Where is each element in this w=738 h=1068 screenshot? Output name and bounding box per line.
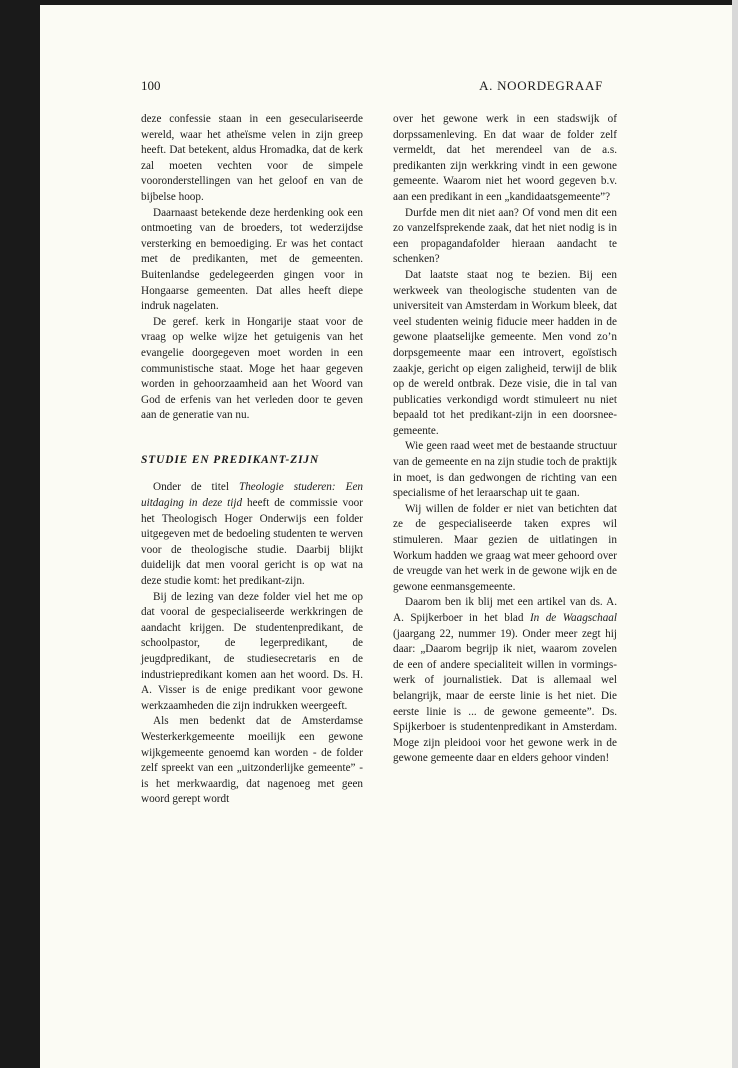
left-paragraph-6: Als men bedenkt dat de Amsterdamse Westerkerkgemeente moeilijk een gewone wijkgemeente genoemd kan worden - de folder zelf spreekt van een „uitzonderlijke gemeente” - is het merkwaardig, dat nagenoeg met geen woord gerept wordt (141, 715, 363, 806)
p4-text-before: Onder de titel (153, 481, 239, 494)
folder-title: Theologie studeren: Een uitdaging in deze tijd (141, 481, 363, 510)
p6-text-before: Daarom ben ik blij met een artikel van ds. A. A. Spijkerboer in het blad (393, 596, 617, 624)
right-paragraph-3: Dat laatste staat nog te bezien. Bij een werkweek van theologische studenten van de universiteit van Amsterdam in Workum bleek, dat veel studenten weinig fiducie meer hadden in de gewone plaatselijke gemeente. Men vond zo’n dorpsgemeente maar een introvert, egoïstisch zaakje, gericht op eigen zaligheid, terwijl de blik op de wereld ontbrak. Deze visie, die in tal van publicaties verkondigd wordt stimuleert nu niet bepaald tot het predikant-zijn in een doorsnee-gemeente. (393, 268, 617, 437)
right-paragraph-5: Wij willen de folder er niet van betichten dat ze de gespecialiseerde taken expres wil stimuleren. Maar gezien de uitlatingen in Workum hadden we graag wat meer gehoord over de vreugde van het werk in de gewone wijk en de gewone eenmansgemeente. (393, 502, 617, 593)
p4-text-after: heeft de commissie voor het Theologisch Hoger Onderwijs een folder uitgegeven met de bedoeling studenten te werven voor de theologische studie. Daarbij blijkt duidelijk dat men vooral gericht is op wat na deze studie komt: het predikant-zijn. (141, 497, 364, 588)
right-paragraph-2: Durfde men dit niet aan? Of vond men dit een zo vanzelfsprekende zaak, dat het niet nodig is in een propagandafolder hieraan aandacht te schenken? (393, 206, 617, 266)
right-paragraph-4: Wie geen raad weet met de bestaande structuur van de gemeente en na zijn studie toch de praktijk in moet, is dan gedwongen de richting van een specialisme of het leraarschap uit te gaan. (393, 440, 617, 500)
right-paragraph-1: over het gewone werk in een stadswijk of dorpssamenleving. En dat waar de folder zelf vermeldt, dat het merendeel van de a.s. predikanten zijn werkkring vindt in een gewone gemeente. Waarom niet het woord gegeven b.v. aan een predikant in een „kandidaatsgemeente”? (393, 113, 617, 203)
scan-border-left (0, 0, 40, 1068)
left-paragraph-3: De geref. kerk in Hongarije staat voor de vraag op welke wijze het getuigenis van het evangelie doorgegeven moet worden in een communistische staat. Moge het haar gegeven worden in gehoorzaamheid aan het Woord van God de erfenis van het verleden door te geven aan de generatie van nu. (141, 315, 363, 422)
p6-text-after: (jaargang 22, nummer 19). Onder meer zegt hij daar: „Daarom begrijp ik niet, waarom zovelen de een of andere specialiteit willen in vormingswerk of journalistiek. Dat is allemaal wel belangrijk, maar de eerste linie is het niet. Die eerste linie is ... de gewone gemeente”. Ds. Spijkerboer is studentenpredikant in Amsterdam. Moge zijn pleidooi voor het gewone werk in de gewone gemeente daar en elders gehoor vinden! (393, 627, 617, 765)
right-column (393, 112, 617, 767)
page-number: 100 (141, 78, 161, 93)
section-heading: STUDIE EN PREDIKANT-ZIJN (141, 453, 320, 466)
left-column (141, 112, 363, 808)
journal-title: In de Waagschaal (529, 612, 617, 624)
right-paragraph-6 (393, 595, 617, 767)
left-paragraph-1: deze confessie staan in een geseculariseerde wereld, waar het atheïsme velen in zijn greep heeft. Dat betekent, aldus Hromadka, dat de kerk zal moeten vechten voor de simpele vooronderstellingen van het geloof en van de bijbelse hoop. (141, 113, 363, 203)
running-head-author: A. NOORDEGRAAF (479, 78, 603, 93)
left-paragraph-5: Bij de lezing van deze folder viel het me op dat vooral de gespecialiseerde werkkringen de aandacht krijgen. De studentenpredikant, de schoolpastor, de legerpredikant, de jeugdpredikant, de studiesecretaris en de industriepredikant komen aan het woord. Ds. H. A. Visser is de enige predikant voor gewone werkzaamheden die zijn indrukken weergeeft. (141, 590, 363, 712)
left-paragraph-2: Daarnaast betekende deze herdenking ook een ontmoeting van de broeders, tot wederzijdse versterking en bemoediging. Er was het contact met de predikanten, met de gemeenten. Buitenlandse gedelegeerden gingen voor in Hongaarse gemeenten. Dat alles heeft diepe indruk nagelaten. (141, 206, 363, 313)
left-paragraph-4 (141, 480, 363, 589)
scan-border-top (0, 0, 738, 5)
scan-border-right (732, 0, 738, 1068)
